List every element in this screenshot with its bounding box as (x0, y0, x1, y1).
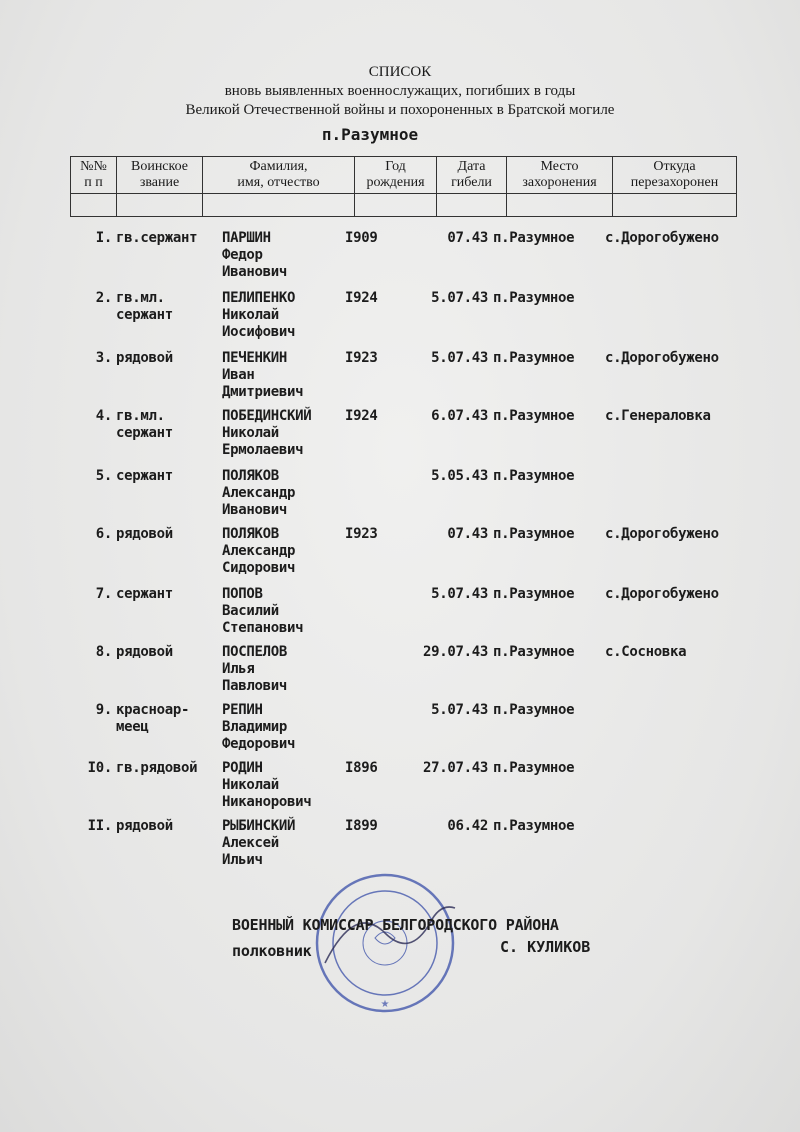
commissar-title: ВОЕННЫЙ КОМИССАР БЕЛГОРОДСКОГО РАЙОНА (232, 916, 559, 934)
col-death-date-header: Дата гибели (437, 157, 507, 194)
row-birth-year: I896 (345, 760, 378, 776)
row-death-date: 5.07.43 (431, 586, 488, 602)
row-full-name: РОДИН Николай Никанорович (222, 760, 312, 810)
col-name-header: Фамилия, имя, отчество (203, 157, 355, 194)
row-number: 9. (95, 702, 112, 718)
header-empty-row (71, 194, 737, 217)
row-burial-place: п.Разумное (493, 760, 575, 776)
row-rank: сержант (116, 586, 173, 602)
row-death-date: 29.07.43 (422, 644, 488, 660)
row-reburied-from: с.Дорогобужено (605, 526, 719, 542)
row-burial-place: п.Разумное (493, 702, 575, 718)
row-death-date: 5.07.43 (431, 290, 488, 306)
svg-text:★: ★ (380, 999, 390, 1010)
row-death-date: 6.07.43 (431, 408, 488, 424)
header-row (71, 157, 737, 194)
row-birth-year: I899 (345, 818, 378, 834)
row-burial-place: п.Разумное (493, 586, 575, 602)
row-full-name: ПЕЛИПЕНКО Николай Иосифович (222, 290, 296, 340)
row-number: 7. (95, 586, 112, 602)
row-number: 2. (95, 290, 112, 306)
row-number: I. (95, 230, 112, 246)
row-rank: рядовой (116, 526, 173, 542)
row-number: 3. (95, 350, 112, 366)
row-number: 8. (95, 644, 112, 660)
row-rank: гв.мл. сержант (116, 408, 173, 441)
row-rank: красноар- меец (116, 702, 190, 735)
row-death-date: 5.05.43 (431, 468, 488, 484)
row-birth-year: I923 (345, 526, 378, 542)
row-birth-year: I924 (345, 408, 378, 424)
col-birth-year-header: Год рождения (355, 157, 437, 194)
row-death-date: 06.42 (447, 818, 488, 834)
row-number: 4. (95, 408, 112, 424)
row-reburied-from: с.Сосновка (605, 644, 687, 660)
row-full-name: ПОЛЯКОВ Александр Иванович (222, 468, 296, 518)
col-rank-header: Воинское звание (117, 157, 203, 194)
document-title: СПИСОК (368, 64, 432, 80)
row-full-name: ПОСПЕЛОВ Илья Павлович (222, 644, 288, 694)
row-full-name: ПОПОВ Василий Степанович (222, 586, 304, 636)
row-death-date: 07.43 (447, 526, 488, 542)
row-full-name: РЫБИНСКИЙ Алексей Ильич (222, 818, 296, 868)
row-number: I0. (87, 760, 112, 776)
row-rank: рядовой (116, 644, 173, 660)
row-burial-place: п.Разумное (493, 526, 575, 542)
row-burial-place: п.Разумное (493, 290, 575, 306)
row-rank: гв.мл. сержант (116, 290, 173, 323)
row-burial-place: п.Разумное (493, 818, 575, 834)
burial-place-heading: п.Разумное (321, 125, 419, 144)
row-birth-year: I924 (345, 290, 378, 306)
row-number: 5. (95, 468, 112, 484)
row-number: II. (87, 818, 112, 834)
header-table (70, 156, 737, 217)
row-burial-place: п.Разумное (493, 350, 575, 366)
row-full-name: РЕПИН Владимир Федорович (222, 702, 296, 752)
row-rank: гв.сержант (116, 230, 198, 246)
row-reburied-from: с.Дорогобужено (605, 230, 719, 246)
row-death-date: 07.43 (447, 230, 488, 246)
col-number-header: №№ п п (71, 157, 117, 194)
col-reburied-from-header: Откуда перезахоронен (613, 157, 737, 194)
row-rank: рядовой (116, 818, 173, 834)
col-burial-place-header: Место захоронения (507, 157, 613, 194)
commissar-rank: полковник (232, 942, 312, 960)
row-reburied-from: с.Дорогобужено (605, 350, 719, 366)
row-burial-place: п.Разумное (493, 230, 575, 246)
row-full-name: ПОБЕДИНСКИЙ Николай Ермолаевич (222, 408, 312, 458)
row-death-date: 5.07.43 (431, 702, 488, 718)
commissar-name: С. КУЛИКОВ (500, 938, 591, 956)
row-reburied-from: с.Генераловка (605, 408, 711, 424)
row-rank: гв.рядовой (116, 760, 198, 776)
document-subtitle-line1: вновь выявленных военнослужащих, погибших в годы (224, 83, 576, 99)
row-birth-year: I909 (345, 230, 378, 246)
row-burial-place: п.Разумное (493, 468, 575, 484)
row-death-date: 27.07.43 (422, 760, 488, 776)
document-subtitle-line2: Великой Отечественной войны и похороненных в Братской могиле (185, 102, 615, 118)
row-death-date: 5.07.43 (431, 350, 488, 366)
row-full-name: ПЕЧЕНКИН Иван Дмитриевич (222, 350, 304, 400)
row-number: 6. (95, 526, 112, 542)
row-birth-year: I923 (345, 350, 378, 366)
row-rank: рядовой (116, 350, 173, 366)
row-full-name: ПАРШИН Федор Иванович (222, 230, 288, 280)
row-burial-place: п.Разумное (493, 408, 575, 424)
row-reburied-from: с.Дорогобужено (605, 586, 719, 602)
row-rank: сержант (116, 468, 173, 484)
row-burial-place: п.Разумное (493, 644, 575, 660)
row-full-name: ПОЛЯКОВ Александр Сидорович (222, 526, 296, 576)
